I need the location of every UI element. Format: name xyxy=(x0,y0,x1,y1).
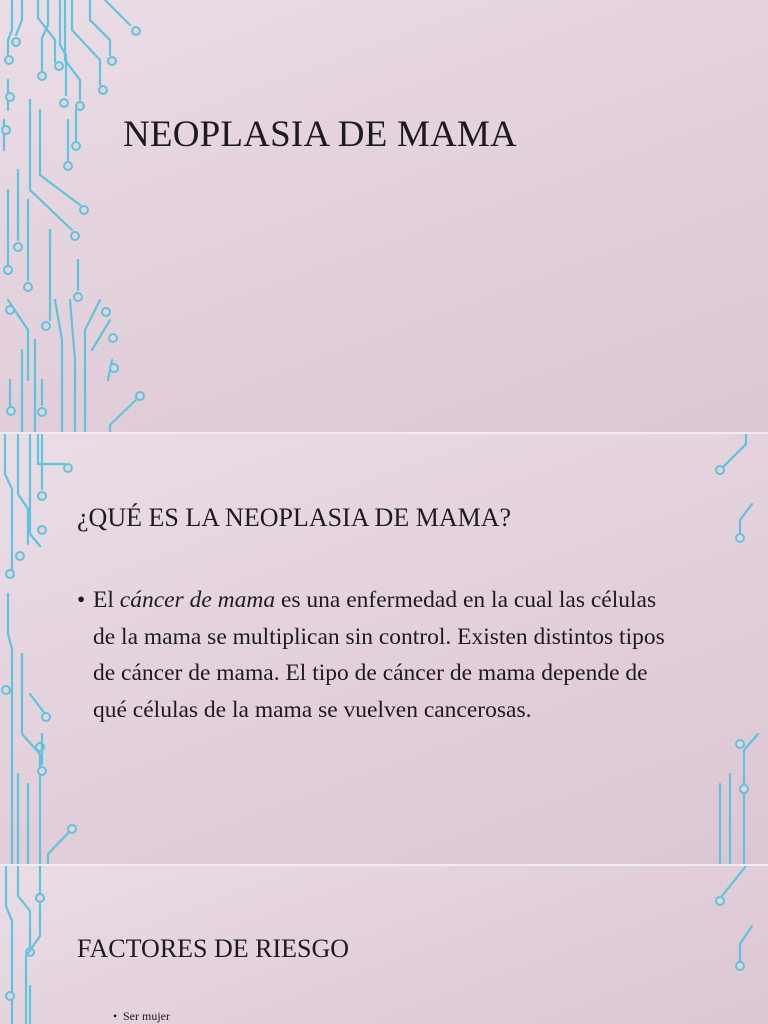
bullet-lead: El xyxy=(93,587,120,613)
list-item xyxy=(113,1009,170,1023)
slide-definition xyxy=(0,434,768,864)
list-item-text: Ser mujer xyxy=(123,1009,170,1023)
risk-factor-list xyxy=(113,1009,170,1023)
slide-title xyxy=(0,0,768,432)
bullet-rest: es una enfermedad en la cual las células de la mama se multiplican sin control. Existen distintos tipos de cáncer de mama. El tipo de cáncer de mama depende de qué células de la mama se vuelven cancerosas. xyxy=(93,587,665,723)
section-heading: FACTORES DE RIESGO xyxy=(77,934,350,963)
bullet-dot-icon: • xyxy=(77,587,86,613)
slide-title-text: NEOPLASIA DE MAMA xyxy=(123,114,517,155)
bullet-emphasis: cáncer de mama xyxy=(119,587,276,613)
bullet-item xyxy=(77,582,677,728)
slide-risk-factors xyxy=(0,866,768,1024)
bullet-list xyxy=(77,582,677,728)
circuit-decoration-left xyxy=(0,0,160,432)
circuit-decoration-right xyxy=(700,866,768,1024)
section-heading: ¿QUÉ ES LA NEOPLASIA DE MAMA? xyxy=(77,503,512,532)
circuit-decoration-left xyxy=(0,866,80,1024)
bullet-dot-icon: • xyxy=(113,1009,118,1023)
circuit-decoration-right xyxy=(700,434,768,864)
